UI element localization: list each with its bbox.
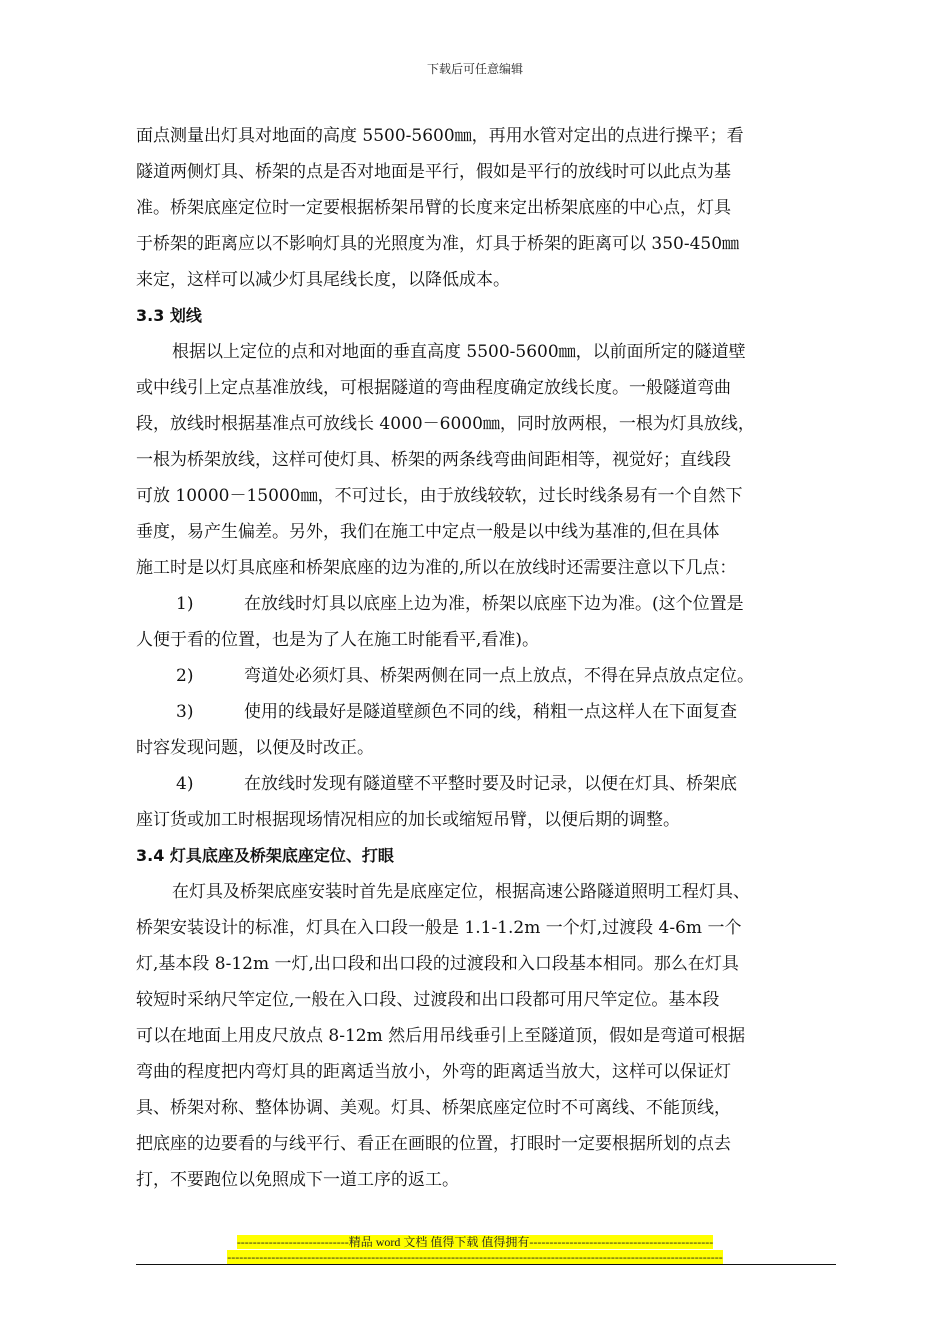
list-item-text: 在放线时发现有隧道壁不平整时要及时记录，以便在灯具、桥架底 <box>244 774 737 794</box>
list-item-number: 4) <box>176 774 194 794</box>
text-line: 或中线引上定点基准放线，可根据隧道的弯曲程度确定放线长度。一般隧道弯曲 <box>136 378 731 398</box>
list-item-number: 1) <box>176 594 194 614</box>
document-body <box>136 118 836 1198</box>
list-item <box>136 694 836 730</box>
text-line: 段，放线时根据基准点可放线长 4000－6000㎜，同时放两根，一根为灯具放线， <box>136 414 755 434</box>
text-line: 可以在地面上用皮尺放点 8-12m 然后用吊线垂引上至隧道顶，假如是弯道可根据 <box>136 1026 746 1046</box>
list-item-text: 在放线时灯具以底座上边为准，桥架以底座下边为准。(这个位置是 <box>244 594 744 614</box>
text-line: 准。桥架底座定位时一定要根据桥架吊臂的长度来定出桥架底座的中心点，灯具 <box>136 198 731 218</box>
text-line: 隧道两侧灯具、桥架的点是否对地面是平行，假如是平行的放线时可以此点为基 <box>136 162 731 182</box>
text-line: 具、桥架对称、整体协调、美观。灯具、桥架底座定位时不可离线、不能顶线， <box>136 1098 731 1118</box>
text-line: 一根为桥架放线，这样可使灯具、桥架的两条线弯曲间距相等，视觉好；直线段 <box>136 450 731 470</box>
list-item <box>136 658 836 694</box>
footer-banner <box>0 1246 950 1265</box>
footer-rule <box>136 1264 836 1265</box>
text-line: 灯,基本段 8-12m 一灯,出口段和出口段的过渡段和入口段基本相同。那么在灯具 <box>136 954 739 974</box>
list-item-text: 弯道处必须灯具、桥架两侧在同一点上放点，不得在异点放点定位。 <box>244 666 754 686</box>
text-line: 于桥架的距离应以不影响灯具的光照度为准，灯具于桥架的距离可以 350-450㎜ <box>136 234 740 254</box>
list-item-number: 2) <box>176 666 194 686</box>
footer-line-2: ---------------------------------------------------------------------------------------------------------------------------- <box>227 1250 723 1264</box>
text-line: 把底座的边要看的与线平行、看正在画眼的位置，打眼时一定要根据所划的点去 <box>136 1134 731 1154</box>
section-heading-3-4: 3.4 灯具底座及桥架底座定位、打眼 <box>136 846 394 865</box>
text-line: 较短时采纳尺竿定位,一般在入口段、过渡段和出口段都可用尺竿定位。基本段 <box>136 990 720 1010</box>
text-line: 时容发现问题，以便及时改正。 <box>136 738 374 758</box>
text-line: 打，不要跑位以免照成下一道工序的返工。 <box>136 1170 459 1190</box>
text-line: 座订货或加工时根据现场情况相应的加长或缩短吊臂，以便后期的调整。 <box>136 810 680 830</box>
list-item <box>136 586 836 622</box>
text-line: 弯曲的程度把内弯灯具的距离适当放小，外弯的距离适当放大，这样可以保证灯 <box>136 1062 731 1082</box>
text-line: 面点测量出灯具对地面的高度 5500-5600㎜，再用水管对定出的点进行操平；看 <box>136 126 744 146</box>
section-heading-3-3: 3.3 划线 <box>136 306 202 325</box>
page-header: 下载后可任意编辑 <box>426 62 523 76</box>
list-item-number: 3) <box>176 702 194 722</box>
text-line: 垂度，易产生偏差。另外，我们在施工中定点一般是以中线为基准的,但在具体 <box>136 522 720 542</box>
list-item <box>136 766 836 802</box>
text-line: 可放 10000－15000㎜，不可过长，由于放线较软，过长时线条易有一个自然下 <box>136 486 743 506</box>
text-line: 施工时是以灯具底座和桥架底座的边为准的,所以在放线时还需要注意以下几点： <box>136 558 737 578</box>
text-line: 在灯具及桥架底座安装时首先是底座定位，根据高速公路隧道照明工程灯具、 <box>172 882 750 902</box>
text-line: 根据以上定位的点和对地面的垂直高度 5500-5600㎜，以前面所定的隧道壁 <box>172 342 746 362</box>
text-line: 来定，这样可以减少灯具尾线长度，以降低成本。 <box>136 270 510 290</box>
text-line: 人便于看的位置，也是为了人在施工时能看平,看准)。 <box>136 630 540 650</box>
list-item-text: 使用的线最好是隧道壁颜色不同的线，稍粗一点这样人在下面复查 <box>244 702 737 722</box>
text-line: 桥架安装设计的标准，灯具在入口段一般是 1.1-1.2m 一个灯,过渡段 4-6m 一个 <box>136 918 742 938</box>
footer-line-1: ----------------------------精品 word 文档 值得下载 值得拥有---------------------------------------------- <box>236 1235 714 1249</box>
